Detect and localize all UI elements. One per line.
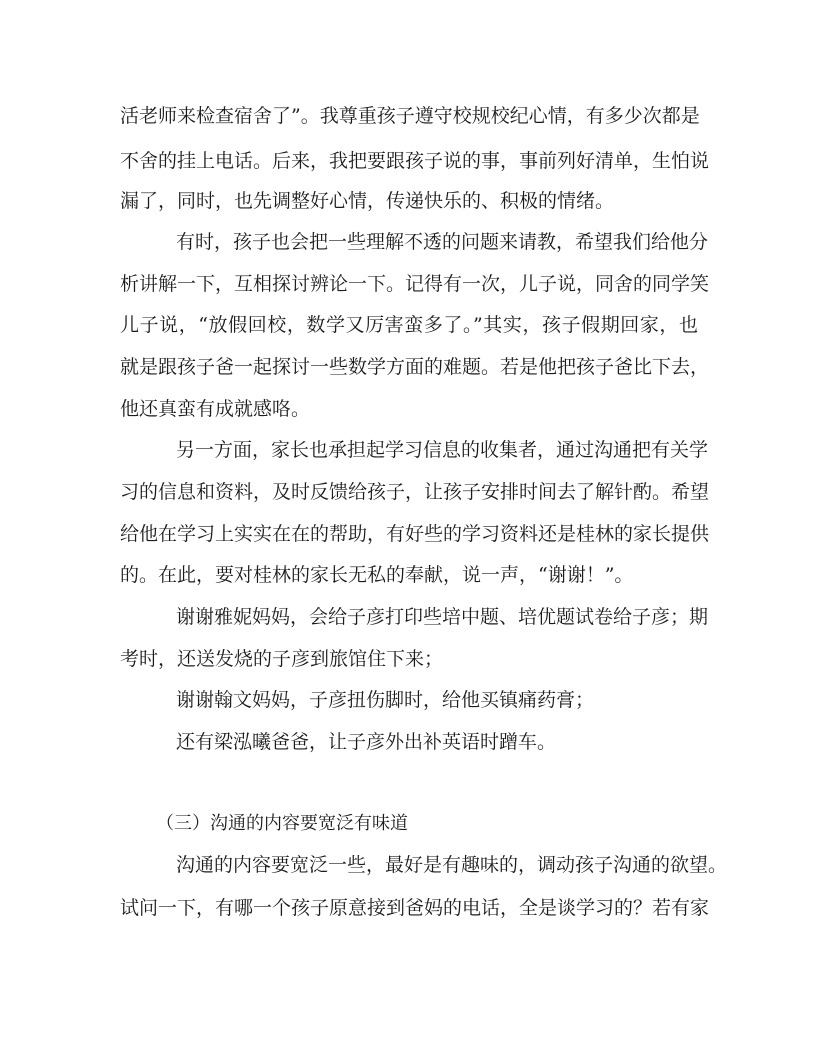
text-line: 儿子说，“放假回校，数学又厉害蛮多了。”其实，孩子假期回家，也 xyxy=(120,314,698,336)
text-line: 活老师来检查宿舍了”。我尊重孩子遵守校规校纪心情，有多少次都是 xyxy=(120,105,700,127)
text-line: 的。在此，要对桂林的家长无私的奉献，说一声，“谢谢！”。 xyxy=(120,564,634,586)
paragraph-first-line: 有时，孩子也会把一些理解不透的问题来请教，希望我们给他分 xyxy=(176,231,709,253)
text-line: 习的信息和资料，及时反馈给孩子，让孩子安排时间去了解针酌。希望 xyxy=(120,481,710,503)
paragraph-first-line: 谢谢雅妮妈妈，会给子彦打印些培中题、培优题试卷给子彦；期 xyxy=(176,606,709,628)
text-line: 不舍的挂上电话。后来，我把要跟孩子说的事，事前列好清单，生怕说 xyxy=(120,150,710,172)
paragraph-first-line: 另一方面，家长也承担起学习信息的收集者，通过沟通把有关学 xyxy=(176,439,709,461)
text-line: 给他在学习上实实在在的帮助，有好些的学习资料还是桂林的家长提供 xyxy=(120,523,710,545)
text-line: 谢谢翰文妈妈，子彦扭伤脚时，给他买镇痛药膏； xyxy=(176,689,595,711)
text-line: 还有梁泓曦爸爸，让子彦外出补英语时蹭车。 xyxy=(176,731,557,753)
text-line: 他还真蛮有成就感咯。 xyxy=(120,398,311,420)
text-line: 析讲解一下，互相探讨辨论一下。记得有一次，儿子说，同舍的同学笑 xyxy=(120,273,710,295)
text-line: 考时，还送发烧的子彦到旅馆住下来； xyxy=(120,648,444,670)
text-line: 漏了，同时，也先调整好心情，传递快乐的、积极的情绪。 xyxy=(120,190,615,212)
paragraph-first-line: 沟通的内容要宽泛一些，最好是有趣味的，调动孩子沟通的欲望。 xyxy=(176,854,728,876)
text-line: 试问一下，有哪一个孩子原意接到爸妈的电话，全是谈学习的？若有家 xyxy=(120,897,710,919)
section-heading: （三）沟通的内容要宽泛有味道 xyxy=(156,813,408,834)
text-line: 就是跟孩子爸一起探讨一些数学方面的难题。若是他把孩子爸比下去， xyxy=(120,356,710,378)
